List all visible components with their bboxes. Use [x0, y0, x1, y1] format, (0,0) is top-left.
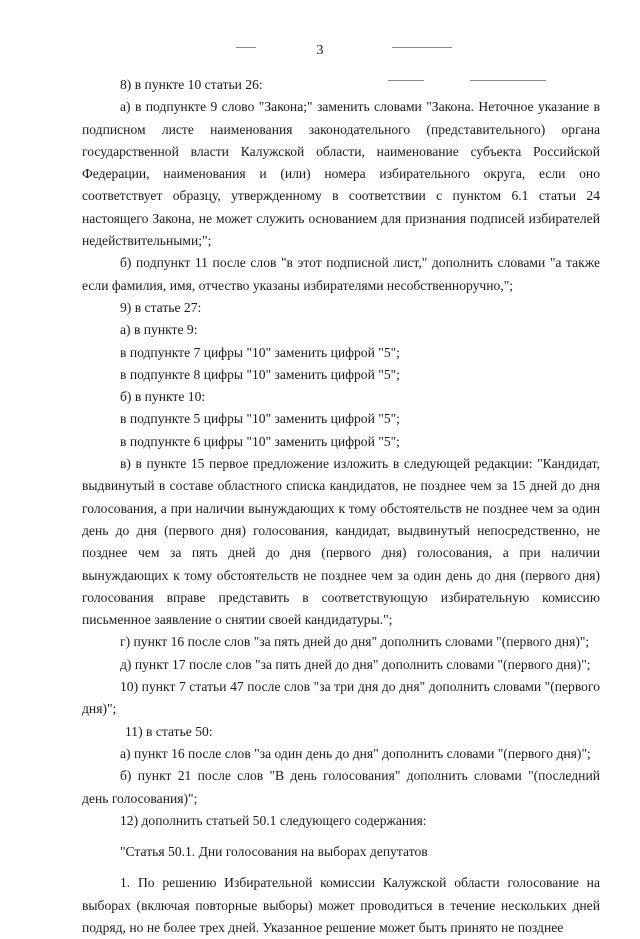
paragraph: в) в пункте 15 первое предложение изложить в следующей редакции: "Кандидат, выдвинутый в составе областного списка кандидатов, не позднее чем за 15 дней до дня голосования, а при наличии вынуждающих к тому обстоятельств не позднее чем за один день до дня (первого дня) голосования, кандидат, выдвинутый непосредственно, не позднее чем за пять дней до дня (первого дня) голосования, а при наличии вынуждающих к тому обстоятельств не позднее чем за один день до дня (первого дня) голосования вправе представить в соответствующую избирательную комиссию письменное заявление о снятии своей кандидатуры."; [82, 456, 600, 628]
paragraph: б) в пункте 10: [120, 389, 206, 405]
page-number: 3 [316, 43, 324, 58]
paragraph: "Статья 50.1. Дни голосования на выборах депутатов [120, 844, 428, 860]
paragraph: б) пункт 21 после слов "В день голосования" дополнить словами "(последний день голосования)"; [82, 768, 600, 806]
scan-mark [236, 47, 256, 48]
paragraph: в подпункте 6 цифры "10" заменить цифрой "5"; [120, 433, 400, 449]
paragraph: б) подпункт 11 после слов "в этот подписной лист," дополнить словами "а также если фамилия, имя, отчество указаны избирателями несобственноручно,"; [82, 255, 600, 293]
paragraph: а) пункт 16 после слов "за один день до дня" дополнить словами "(первого дня)"; [120, 745, 591, 761]
paragraph: 11) в статье 50: [125, 723, 213, 739]
paragraph-gap [82, 863, 600, 872]
paragraph: а) в подпункте 9 слово "Закона;" заменить словами "Закона. Неточное указание в подписном листе наименования законодательного (представительного) органа государственной власти Калужской области, наименование субъекта Российской Федерации, наименования и (или) номера избирательного округа, если оно соответствует образцу, утвержденному в соответствии с пунктом 6.1 статьи 24 настоящего Закона, не может служить основанием для признания подписей избирателей недействительными;"; [82, 99, 600, 249]
paragraph: в подпункте 8 цифры "10" заменить цифрой "5"; [120, 366, 400, 382]
paragraph: в подпункте 7 цифры "10" заменить цифрой "5"; [120, 344, 400, 360]
paragraph: 9) в статье 27: [120, 299, 202, 315]
paragraph: 8) в пункте 10 статьи 26: [120, 77, 263, 92]
paragraph: 10) пункт 7 статьи 47 после слов "за три дня до дня" дополнить словами "(первого дня)"; [82, 679, 600, 717]
paragraph: г) пункт 16 после слов "за пять дней до дня" дополнить словами "(первого дня)"; [120, 634, 590, 650]
paragraph: 1. По решению Избирательной комиссии Калужской области голосование на выборах (включая повторные выборы) может проводиться в течение нескольких дней подряд, но не более трех дней. Указанное решение может быть принято не позднее [82, 875, 600, 935]
scan-mark [392, 47, 452, 48]
document-body [82, 74, 600, 939]
paragraph-gap [82, 832, 600, 841]
paragraph: 12) дополнить статьей 50.1 следующего содержания: [120, 812, 427, 828]
paragraph: в подпункте 5 цифры "10" заменить цифрой "5"; [120, 411, 400, 427]
paragraph: а) в пункте 9: [120, 322, 198, 338]
paragraph: д) пункт 17 после слов "за пять дней до дня" дополнить словами "(первого дня)"; [120, 656, 591, 672]
